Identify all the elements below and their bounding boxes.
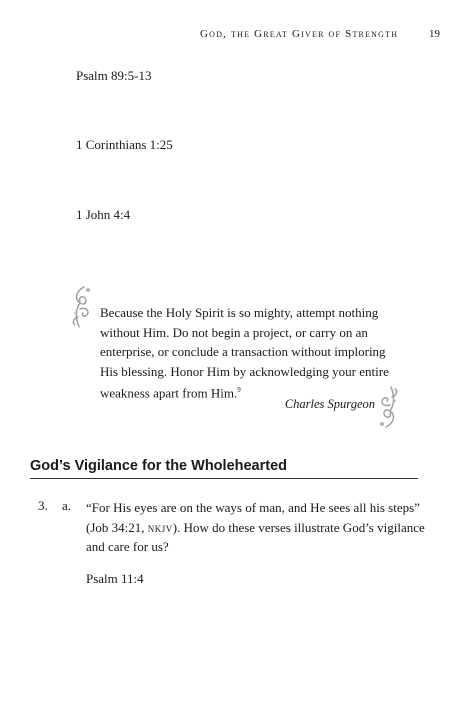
floral-ornament-icon xyxy=(70,285,94,329)
section-title: God’s Vigilance for the Wholehearted xyxy=(30,458,288,474)
floral-ornament-icon xyxy=(376,385,400,429)
page-number: 19 xyxy=(429,28,440,40)
quote-block xyxy=(100,303,400,403)
quote-attribution: Charles Spurgeon xyxy=(284,397,375,411)
quote-text: Because the Holy Spirit is so mighty, attempt nothing without Him. Do not begin a project, or carry on an enterprise, or conclude a transaction without imploring His blessing. Honor Him by acknowledging your entire weakness apart from Him. xyxy=(100,305,389,401)
question-sub-label: a. xyxy=(62,498,72,513)
scripture-reference: 1 John 4:4 xyxy=(76,207,131,222)
question-number: 3. xyxy=(38,498,48,513)
question-text-part: ). How do these verses illustrate God’s vigilance and care for us? xyxy=(86,519,425,554)
scripture-reference: 1 Corinthians 1:25 xyxy=(76,137,173,152)
running-title: God, the Great Giver of Strength xyxy=(200,28,399,40)
scripture-reference: Psalm 11:4 xyxy=(86,571,144,586)
section-divider xyxy=(30,478,418,479)
scripture-reference: Psalm 89:5-13 xyxy=(76,68,152,83)
question-text xyxy=(86,498,426,557)
question-text-part: “For His eyes are on the ways of man, and He sees all his steps” (Job 34:21, xyxy=(86,500,420,535)
footnote-marker: 9 xyxy=(237,386,241,394)
bible-version: nkjv xyxy=(147,519,173,535)
